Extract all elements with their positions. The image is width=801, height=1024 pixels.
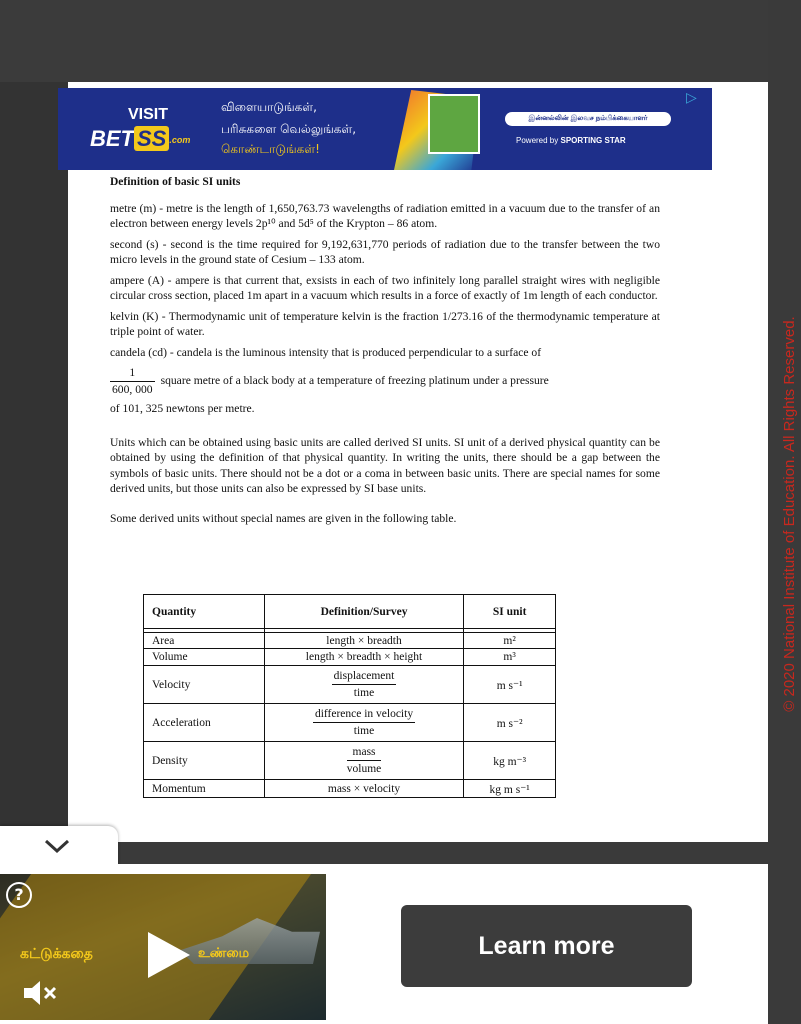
candela-denominator: 600, 000 xyxy=(112,382,153,396)
row-acceleration-unit: m s⁻² xyxy=(464,704,556,742)
ad-brand-b: SS xyxy=(134,126,169,151)
row-velocity-quantity: Velocity xyxy=(144,666,265,704)
velocity-denominator: time xyxy=(353,687,375,699)
help-icon[interactable]: ? xyxy=(6,882,32,908)
browser-top-bar xyxy=(0,0,768,82)
row-area-quantity: Area xyxy=(144,633,265,649)
ad-tamil-line-1: விளையாடுங்கள், xyxy=(221,100,317,114)
ad-powered-brand: SPORTING STAR xyxy=(560,136,626,145)
video-caption-left: கட்டுக்கதை xyxy=(20,946,93,962)
table-row xyxy=(144,780,556,798)
ampere-definition: ampere (A) - ampere is that current that, exsists in each of two infinitely long parallel straight wires with negligible circular cross section, placed 1m apart in a vacuum which results in a force of exactly of 1m length of each conductor. xyxy=(110,273,660,302)
row-area-definition: length × breadth xyxy=(264,633,464,649)
table-row xyxy=(144,649,556,666)
copyright-notice: © 2020 National Institute of Education. All Rights Reserved. xyxy=(781,316,798,712)
chevron-down-icon xyxy=(44,836,70,856)
row-density-unit: kg m⁻³ xyxy=(464,742,556,780)
header-quantity: Quantity xyxy=(144,595,265,629)
viewer-left-margin xyxy=(0,82,68,842)
row-area-unit: m² xyxy=(464,633,556,649)
table-row xyxy=(144,704,556,742)
row-momentum-quantity: Momentum xyxy=(144,780,265,798)
ad-powered-label: Powered by xyxy=(516,136,559,145)
row-velocity-unit: m s⁻¹ xyxy=(464,666,556,704)
row-momentum-unit: kg m s⁻¹ xyxy=(464,780,556,798)
ad-brand-c: .com xyxy=(169,135,191,146)
row-density-definition xyxy=(264,742,464,780)
row-momentum-definition: mass × velocity xyxy=(264,780,464,798)
ad-powered-by xyxy=(516,136,626,145)
candela-definition-2: square metre of a black body at a temperature of freezing platinum under a pressure xyxy=(160,374,549,388)
ad-brand-a: BET xyxy=(90,126,134,151)
ad-collapse-button[interactable] xyxy=(0,826,118,866)
table-row xyxy=(144,666,556,704)
ad-brand-logo xyxy=(90,126,190,152)
second-definition: second (s) - second is the time required for 9,192,631,770 periods of radiation due to the transfer between the two micro levels in the ground state of Cesium – 133 atom. xyxy=(110,237,660,266)
row-velocity-definition xyxy=(264,666,464,704)
mute-icon[interactable] xyxy=(22,978,58,1008)
velocity-numerator: displacement xyxy=(332,668,397,685)
video-caption-right: உண்மை xyxy=(198,946,250,961)
candela-fraction-line xyxy=(110,365,660,397)
top-banner-ad[interactable] xyxy=(58,88,712,170)
header-si-unit: SI unit xyxy=(464,595,556,629)
density-numerator: mass xyxy=(347,744,382,761)
row-volume-unit: m³ xyxy=(464,649,556,666)
metre-definition: metre (m) - metre is the length of 1,650,763.73 wavelengths of radiation emitted in a vacuum due to the transfer of an electron between energy levels 2p¹⁰ and 5d⁵ of the Krypton – 86 atom. xyxy=(110,201,660,230)
ad-phone-image xyxy=(428,94,480,154)
candela-definition-3: of 101, 325 newtons per metre. xyxy=(110,402,255,415)
ad-pill-text: இன்னல்லின் இலவச நம்பிக்கையாளர் xyxy=(505,112,671,126)
acceleration-fraction xyxy=(313,706,415,739)
table-header-row xyxy=(144,595,556,629)
derived-units-paragraph: Units which can be obtained using basic units are called derived SI units. SI unit of a derived physical quantity can be obtained by using the definition of that physical quantity. In writing the units, there should be a gap between the symbols of basic units. There should not be a dot or a coma in between basic units. There are special names for some derived units, but those units can also be expressed by SI base units. xyxy=(110,435,660,495)
acceleration-numerator: difference in velocity xyxy=(313,706,415,723)
candela-definition-1: candela (cd) - candela is the luminous intensity that is produced perpendicular to a surface of xyxy=(110,345,542,359)
velocity-fraction xyxy=(332,668,397,701)
ad-tamil-line-3: கொண்டாடுங்கள்! xyxy=(221,142,320,156)
row-density-quantity: Density xyxy=(144,742,265,780)
ad-visit-text: VISIT xyxy=(128,106,169,123)
acceleration-denominator: time xyxy=(353,725,375,737)
row-acceleration-quantity: Acceleration xyxy=(144,704,265,742)
ad-tamil-line-2: பரிசுகளை வெல்லுங்கள், xyxy=(221,122,357,136)
density-denominator: volume xyxy=(346,763,382,775)
table-intro: Some derived units without special names are given in the following table. xyxy=(110,511,457,525)
derived-units-table xyxy=(143,594,556,798)
table-row xyxy=(144,742,556,780)
table-row xyxy=(144,633,556,649)
candela-numerator: 1 xyxy=(110,365,155,382)
learn-more-button[interactable]: Learn more xyxy=(401,905,692,987)
ad-video-player[interactable] xyxy=(0,874,326,1020)
document-body xyxy=(110,175,660,531)
candela-fraction xyxy=(110,365,155,397)
row-volume-quantity: Volume xyxy=(144,649,265,666)
adchoices-icon[interactable]: ▷ xyxy=(686,90,697,106)
kelvin-definition: kelvin (K) - Thermodynamic unit of temperature kelvin is the fraction 1/273.16 of the thermodynamic temperature at triple point of water. xyxy=(110,309,660,338)
density-fraction xyxy=(347,744,382,777)
section-heading: Definition of basic SI units xyxy=(110,176,241,188)
bottom-video-ad[interactable] xyxy=(0,864,768,1024)
header-definition: Definition/Survey xyxy=(264,595,464,629)
row-acceleration-definition xyxy=(264,704,464,742)
play-icon[interactable] xyxy=(148,932,190,978)
row-volume-definition: length × breadth × height xyxy=(264,649,464,666)
